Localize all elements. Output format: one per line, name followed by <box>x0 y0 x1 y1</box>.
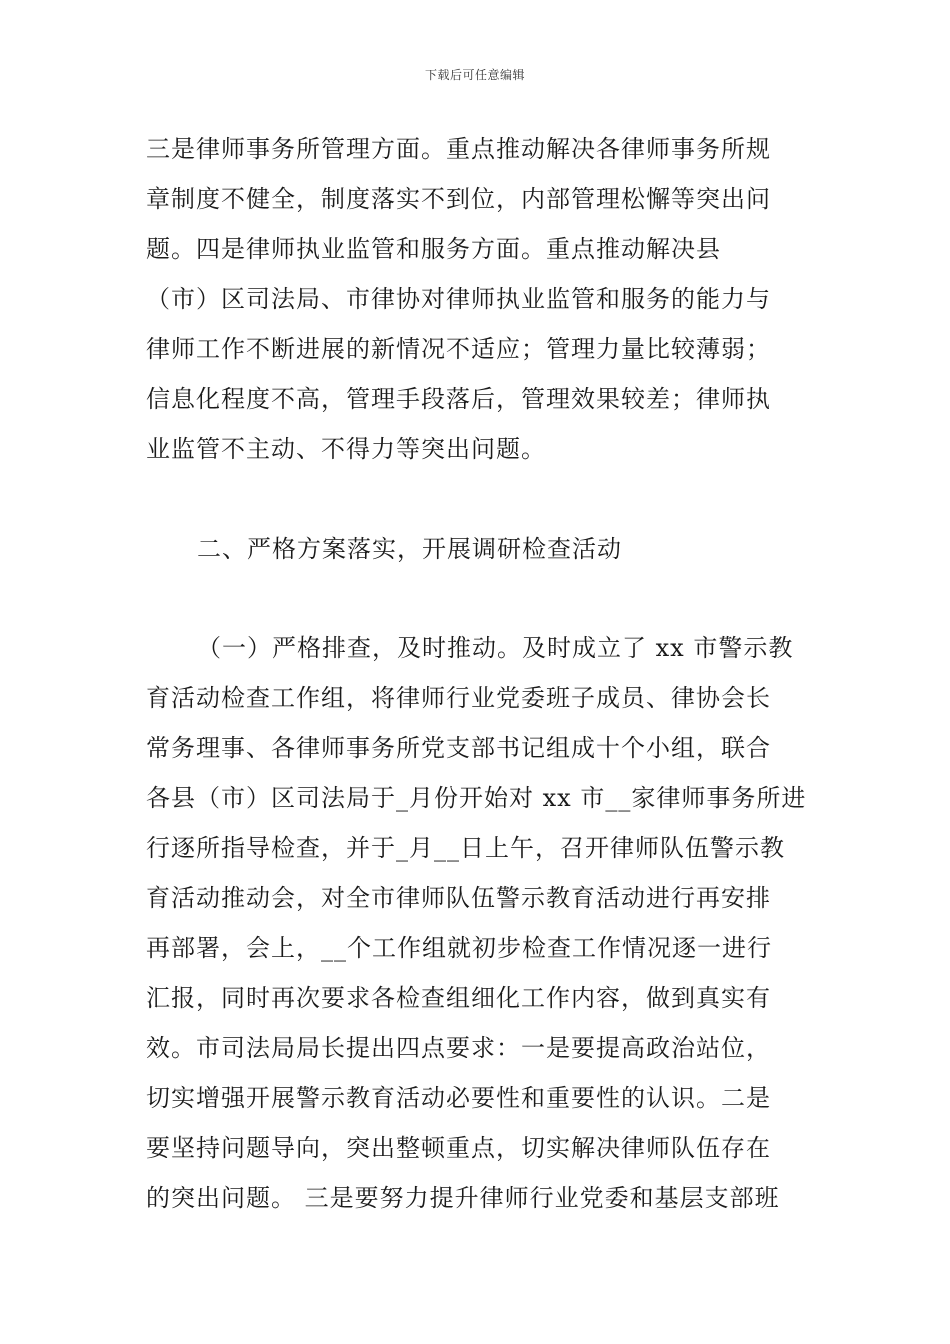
text-line: 要坚持问题导向，突出整顿重点，切实解决律师队伍存在 <box>146 1134 771 1162</box>
text-line: （一）严格排查，及时推动。及时成立了 xx 市警示教 <box>197 634 794 662</box>
text-line: 再部署，会上，__个工作组就初步检查工作情况逐一进行 <box>146 934 772 962</box>
text-line: （市）区司法局、市律协对律师执业监管和服务的能力与 <box>146 285 771 313</box>
text-line: 律师工作不断进展的新情况不适应；管理力量比较薄弱； <box>146 335 771 363</box>
text-line: 常务理事、各律师事务所党支部书记组成十个小组，联合 <box>146 734 771 762</box>
page-header: 下载后可任意编辑 <box>424 68 525 82</box>
text-line: 汇报，同时再次要求各检查组细化工作内容，做到真实有 <box>146 984 771 1012</box>
text-line: 业监管不主动、不得力等突出问题。 <box>146 435 546 463</box>
text-line: 三是律师事务所管理方面。重点推动解决各律师事务所规 <box>146 135 771 163</box>
text-line: 的突出问题。 三是要努力提升律师行业党委和基层支部班 <box>146 1184 780 1212</box>
text-line: 育活动检查工作组，将律师行业党委班子成员、律协会长 <box>146 684 771 712</box>
text-line: 育活动推动会，对全市律师队伍警示教育活动进行再安排 <box>146 884 771 912</box>
text-line: 切实增强开展警示教育活动必要性和重要性的认识。二是 <box>146 1084 771 1112</box>
text-line: 章制度不健全，制度落实不到位，内部管理松懈等突出问 <box>146 185 771 213</box>
text-line: 行逐所指导检查，并于_月__日上午，召开律师队伍警示教 <box>146 834 785 862</box>
text-line: 信息化程度不高，管理手段落后，管理效果较差；律师执 <box>146 385 771 413</box>
text-line: 效。市司法局局长提出四点要求：一是要提高政治站位， <box>146 1034 771 1062</box>
text-line: 各县（市）区司法局于_月份开始对 xx 市__家律师事务所进 <box>146 784 807 812</box>
section-heading: 二、严格方案落实，开展调研检查活动 <box>197 535 622 563</box>
text-line: 题。四是律师执业监管和服务方面。重点推动解决县 <box>146 235 721 263</box>
